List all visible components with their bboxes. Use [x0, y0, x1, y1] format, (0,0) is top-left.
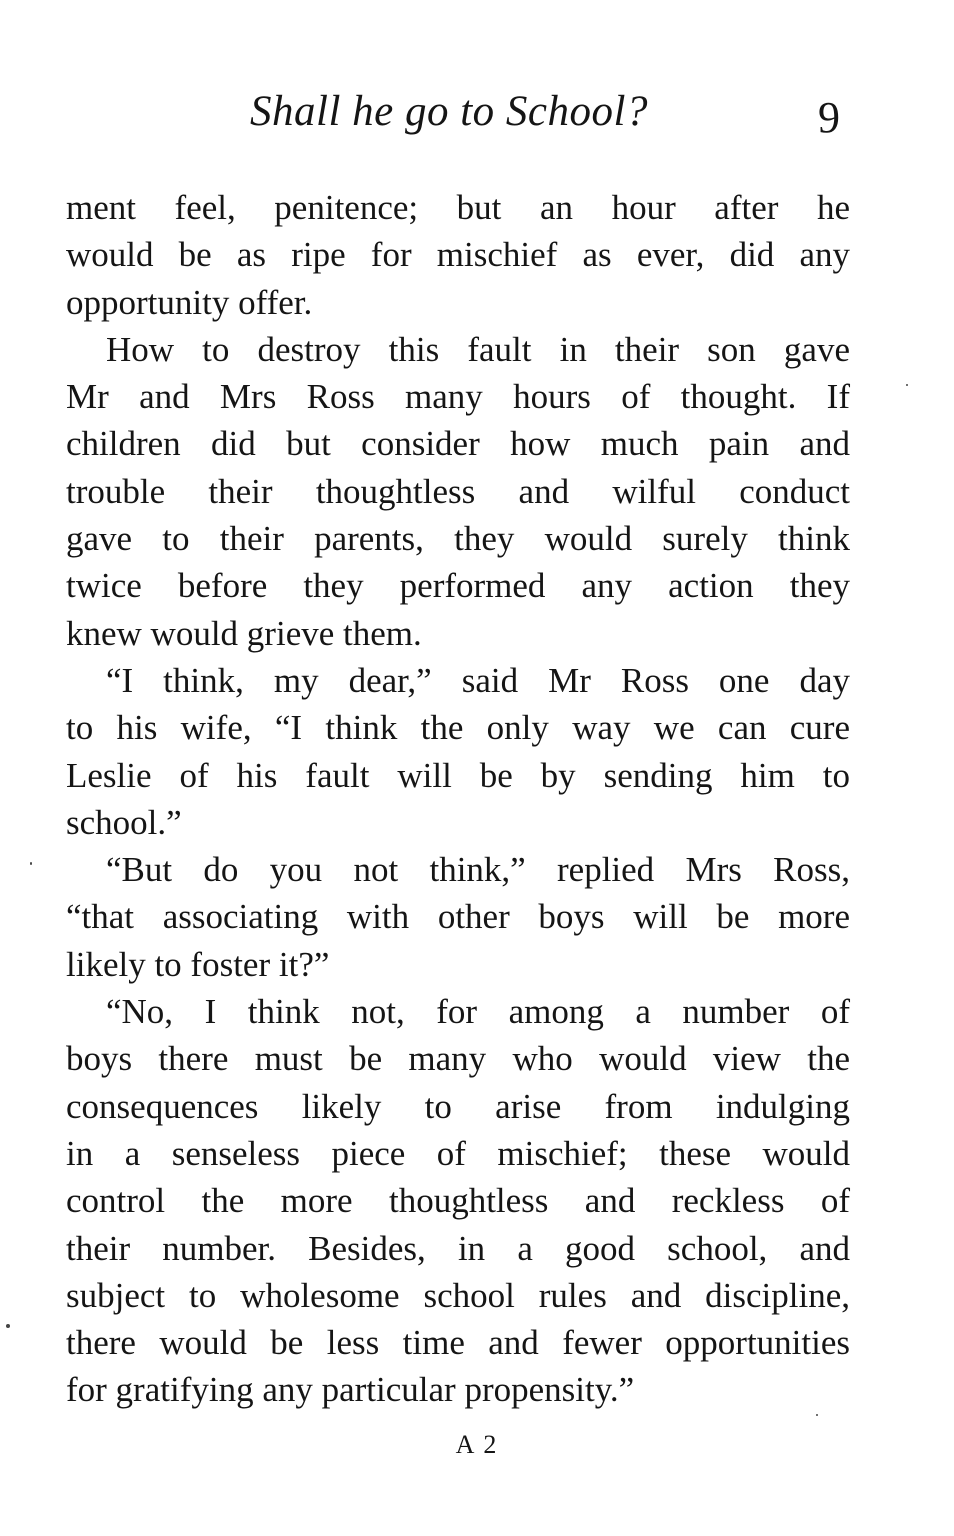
text-line: How to destroy this fault in their son gave: [106, 329, 850, 369]
text-line: “But do you not think,” replied Mrs Ross,: [106, 850, 850, 890]
text-line: for gratifying any particular propensity.”: [66, 1370, 635, 1410]
text-line: Leslie of his fault will be by sending him to: [66, 755, 850, 795]
ink-speck: [816, 1414, 818, 1416]
text-line: in a senseless piece of mischief; these would: [66, 1133, 850, 1173]
ink-speck: [30, 862, 32, 865]
text-line: knew would grieve them.: [66, 613, 422, 653]
text-line: control the more thoughtless and reckless of: [66, 1181, 850, 1221]
running-title: Shall he go to School?: [250, 88, 648, 135]
text-line: “I think, my dear,” said Mr Ross one day: [106, 660, 850, 700]
text-line: to his wife, “I think the only way we can cure: [66, 708, 850, 748]
text-line: opportunity offer.: [66, 282, 313, 322]
page-number: 9: [818, 93, 840, 142]
text-line: ment feel, penitence; but an hour after he: [66, 188, 850, 227]
text-line: likely to foster it?”: [66, 944, 330, 984]
running-head: [0, 84, 954, 144]
text-line: would be as ripe for mischief as ever, did any: [66, 235, 850, 275]
text-line: school.”: [66, 802, 182, 842]
body-text: [66, 184, 850, 1414]
text-line: “that associating with other boys will be more: [66, 897, 850, 937]
text-line: Mr and Mrs Ross many hours of thought. If: [66, 377, 850, 417]
ink-speck: [6, 1324, 10, 1328]
text-line: twice before they performed any action they: [66, 566, 850, 606]
text-line: subject to wholesome school rules and discipline,: [66, 1275, 850, 1315]
text-line: “No, I think not, for among a number of: [106, 992, 850, 1032]
text-line: children did but consider how much pain and: [66, 424, 850, 464]
text-line: trouble their thoughtless and wilful conduct: [66, 471, 850, 511]
text-line: there would be less time and fewer opportunities: [66, 1323, 850, 1363]
text-line: boys there must be many who would view the: [66, 1039, 850, 1079]
text-line: gave to their parents, they would surely think: [66, 519, 850, 559]
text-line: consequences likely to arise from indulging: [66, 1086, 850, 1126]
signature-mark: A 2: [455, 1430, 499, 1459]
ink-speck: [906, 384, 908, 386]
text-line: their number. Besides, in a good school, and: [66, 1228, 850, 1268]
